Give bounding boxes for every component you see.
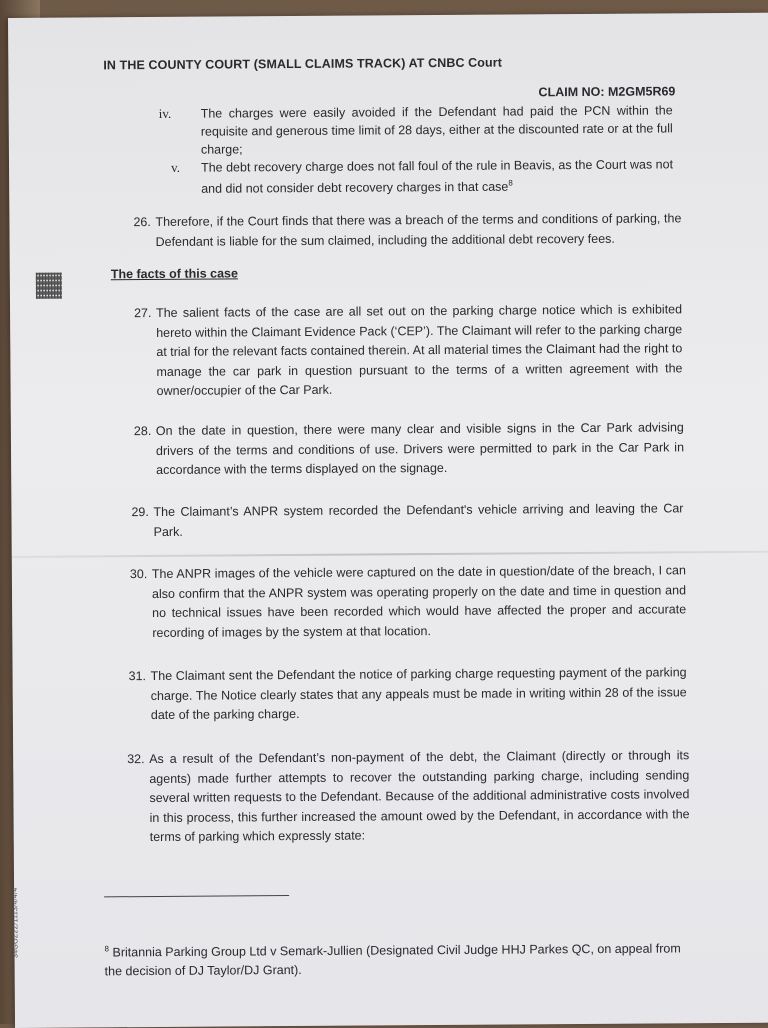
paragraph-number: 31. bbox=[128, 669, 147, 684]
footnote bbox=[104, 935, 694, 981]
paragraph-31 bbox=[128, 663, 689, 723]
qr-code bbox=[36, 273, 62, 299]
side-reference-code: 34GOZ2Z/1113/4/4/4 bbox=[12, 887, 20, 958]
sub-item-iv bbox=[158, 101, 679, 157]
paragraph-number: 26. bbox=[133, 215, 151, 230]
paragraph-text: On the date in question, there were many clear and visible signs in the Car Park advising drivers of the terms and conditions of use. Drivers were permitted to park in the Car Park in accordance with the terms displayed on the signage. bbox=[155, 420, 685, 477]
sub-item-text: The charges were easily avoided if the Defendant had paid the PCN within the requisite and generous time limit of 28 days, either at the discounted rate or at the full charge; bbox=[200, 103, 673, 157]
paragraph-30 bbox=[129, 561, 688, 640]
footnote-text: Britannia Parking Group Ltd v Semark-Jullien (Designated Civil Judge HHJ Parkes QC, on appeal from the decision of DJ Taylor/DJ Grant). bbox=[104, 941, 681, 979]
paragraph-number: 30. bbox=[129, 567, 148, 582]
paragraph-number: 28. bbox=[133, 424, 152, 439]
paragraph-text: The Claimant’s ANPR system recorded the Defendant's vehicle arriving and leaving the Car Park. bbox=[153, 501, 684, 539]
document-page bbox=[8, 13, 768, 1028]
footnote-marker: 8 bbox=[104, 944, 109, 954]
paragraph-number: 29. bbox=[131, 505, 149, 520]
sub-item-number: iv. bbox=[158, 105, 172, 121]
paragraph-text: As a result of the Defendant’s non-payment of the debt, the Claimant (directly or through its agents) made further attempts to recover the outstanding parking charge, including sending several written requests to the Defendant. Because of the additional administrative costs involved in this process, this further increased the amount owed by the Defendant, in accordance with the terms of parking which expressly state: bbox=[149, 748, 690, 845]
footnote-divider bbox=[104, 895, 289, 897]
paragraph-number: 27. bbox=[134, 306, 152, 321]
claim-number: CLAIM NO: M2GM5R69 bbox=[538, 84, 676, 100]
paragraph-text: The ANPR images of the vehicle were captured on the date in question/date of the breach, I can also confirm that the ANPR system was operating properly on the date and time in question and no technical issues have been recorded which would have affected the proper and accurate recording of images by the system at that location. bbox=[151, 563, 687, 640]
footnote-ref: 8 bbox=[508, 178, 513, 188]
sub-item-text bbox=[201, 155, 673, 197]
section-heading: The facts of this case bbox=[110, 266, 238, 282]
page-fold bbox=[12, 551, 768, 558]
court-heading: IN THE COUNTY COURT (SMALL CLAIMS TRACK) AT CNBC Court bbox=[103, 55, 503, 73]
paragraph-29 bbox=[131, 499, 685, 539]
paragraph-32 bbox=[127, 746, 691, 845]
paragraph-number: 32. bbox=[127, 752, 145, 767]
sub-item-text-body: The debt recovery charge does not fall foul of the rule in Beavis, as the Court was not and did not consider debt recovery charges in that case bbox=[201, 157, 674, 196]
paragraph-text: The salient facts of the case are all set out on the parking charge notice which is exhibited hereto within the Claimant Evidence Pack (‘CEP’). The Claimant will refer to the parking charge at trial for the relevant facts contained therein. At all material times the Claimant had the right to manage the car park in question pursuant to the terms of a written agreement with the owner/occupier of the Car Park. bbox=[156, 302, 683, 398]
paragraph-26 bbox=[133, 209, 683, 249]
paragraph-text: The Claimant sent the Defendant the notice of parking charge requesting payment of the parking charge. The Notice clearly states that any appeals must be made in writing within 28 of the issue date of the parking charge. bbox=[150, 665, 687, 723]
sub-item-number: v. bbox=[170, 159, 181, 175]
paragraph-27 bbox=[134, 300, 684, 398]
paragraph-text: Therefore, if the Court finds that there was a breach of the terms and conditions of parking, the Defendant is liable for the sum claimed, including the additional debt recovery fees. bbox=[155, 211, 682, 249]
paragraph-28 bbox=[133, 418, 686, 477]
